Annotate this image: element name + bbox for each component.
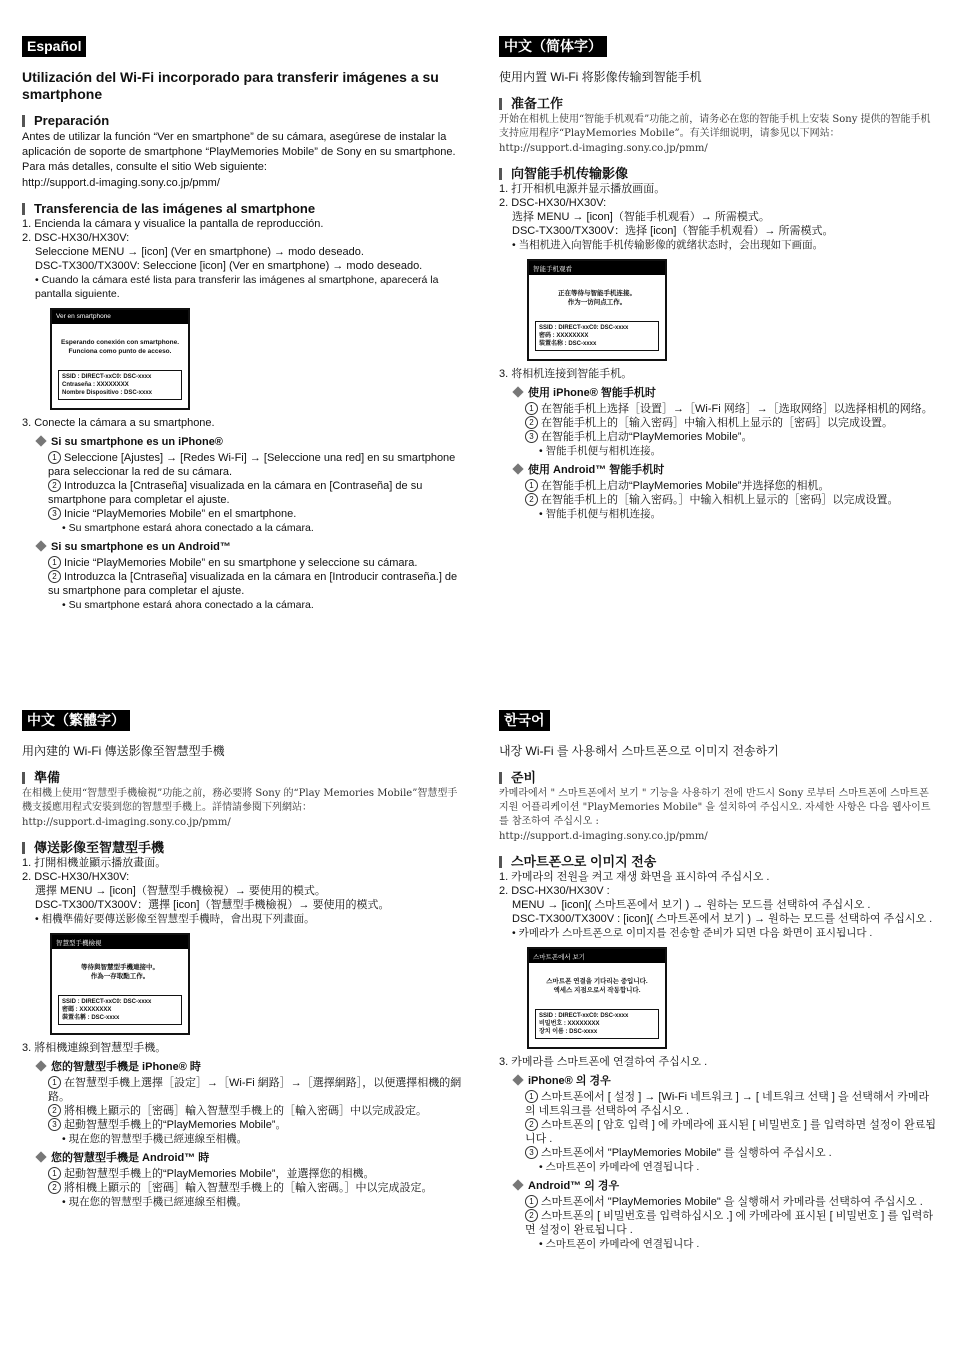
diamond-icon bbox=[35, 540, 46, 551]
heading-bar-icon bbox=[22, 772, 25, 784]
diamond-icon bbox=[512, 1179, 523, 1190]
screen-header: 智慧型手機檢視 bbox=[52, 935, 188, 949]
screen-credentials: SSID : DIRECT-xxC0: DSC-xxxx Cntraseña : XXXXXXXX Nombre Dispositivo : DSC-xxxx bbox=[58, 370, 182, 400]
iphone-note: • Su smartphone estará ahora conectado a la cámara. bbox=[62, 522, 314, 534]
circled-2-icon: 2 bbox=[48, 1104, 61, 1117]
iphone-step-2: 2 Introduzca la [Cntraseña] visualizada en la cámara en [Contraseña] de su smartphone para completar el ajuste. bbox=[48, 480, 423, 506]
step-2: 2. DSC-HX30/HX30V: bbox=[22, 871, 130, 883]
circled-1-icon: 1 bbox=[525, 479, 538, 492]
screen-header: Ver en smartphone bbox=[52, 310, 188, 324]
heading-bar-icon bbox=[499, 856, 502, 868]
diamond-icon bbox=[35, 435, 46, 446]
step-2-hx30: 選擇 MENU → [icon]（智慧型手機檢視）→ 要使用的模式。 bbox=[35, 885, 326, 897]
diamond-icon bbox=[35, 1060, 46, 1071]
circled-1-icon: 1 bbox=[48, 556, 61, 569]
step-2-tx300: DSC-TX300/TX300V: Seleccione [icon] (Ver en smartphone) → modo deseado. bbox=[35, 260, 423, 272]
circled-2-icon: 2 bbox=[48, 1181, 61, 1194]
page-title: 使用内置 Wi-Fi 将影像传输到智能手机 bbox=[499, 70, 702, 84]
circled-3-icon: 3 bbox=[48, 1118, 61, 1131]
circled-1-icon: 1 bbox=[525, 1090, 538, 1103]
camera-screen-image bbox=[527, 259, 667, 361]
step-2-tx300: DSC-TX300/TX300V：選擇 [icon]（智慧型手機檢視）→ 要使用的模式。 bbox=[35, 899, 390, 911]
circled-3-icon: 3 bbox=[48, 507, 61, 520]
section-zht bbox=[22, 710, 462, 1209]
android-step-2: 2 스마트폰의 [ 비밀번호를 입력하십시오 .] 에 카메라에 표시된 [ 비밀번호 ] 를 입력하면 설정이 완료됩니다 . bbox=[525, 1210, 933, 1236]
android-step-2: 2 將相機上顯示的［密碼］輸入智慧型手機上的［輸入密碼。］中以完成設定。 bbox=[22, 1181, 462, 1195]
iphone-step-3: 3 起動智慧型手機上的“PlayMemories Mobile”。 bbox=[22, 1118, 462, 1132]
page-title: Utilización del Wi-Fi incorporado para transferir imágenes a su smartphone bbox=[22, 69, 439, 102]
circled-2-icon: 2 bbox=[525, 1209, 538, 1222]
section-heading-transfer: Transferencia de las imágenes al smartphone bbox=[22, 201, 462, 217]
circled-1-icon: 1 bbox=[48, 451, 61, 464]
screen-header: 스마트폰에서 보기 bbox=[529, 949, 665, 963]
step-2-note: • 相機準備好要傳送影像至智慧型手機時，會出現下列畫面。 bbox=[35, 913, 315, 925]
screen-message: 正在等待与智能手机连接。 作为一访问点工作。 bbox=[558, 290, 636, 306]
screen-credentials: SSID : DIRECT-xxC0: DSC-xxxx 密碼 : XXXXXXXX 裝置名稱 : DSC-xxxx bbox=[58, 995, 182, 1025]
heading-bar-icon bbox=[22, 115, 25, 127]
android-step-1: 1 스마트폰에서 "PlayMemories Mobile" 을 실행해서 카메라를 선택하여 주십시오 . bbox=[499, 1195, 939, 1209]
android-step-1: 1 起動智慧型手機上的“PlayMemories Mobile”，並選擇您的相機。 bbox=[22, 1167, 462, 1181]
iphone-step-3: 3 在智能手机上启动“PlayMemories Mobile”。 bbox=[499, 430, 939, 444]
circled-3-icon: 3 bbox=[525, 1146, 538, 1159]
step-2-hx30: 选择 MENU → [icon]（智能手机观看）→ 所需模式。 bbox=[512, 211, 770, 223]
screen-header: 智能手机观看 bbox=[529, 261, 665, 275]
page-title: 用內建的 Wi-Fi 傳送影像至智慧型手機 bbox=[22, 744, 225, 758]
circled-1-icon: 1 bbox=[525, 1195, 538, 1208]
language-label: 한국어 bbox=[499, 710, 550, 731]
android-heading: Android™ 의 경우 bbox=[499, 1178, 939, 1195]
camera-screen-image bbox=[527, 947, 667, 1049]
diamond-icon bbox=[512, 1074, 523, 1085]
android-step-1: 1 Inicie “PlayMemories Mobile” en su smartphone y seleccione su cámara. bbox=[22, 556, 462, 570]
preparation-text: Antes de utilizar la función “Ver en smartphone” de su cámara, asegúrese de instalar la aplicación de soporte de smartphone “PlayMemories Mobile” de Sony en su smartphone. Para más detalles, consulte el sitio Web siguiente: bbox=[22, 131, 456, 173]
step-2-tx300: DSC-TX300/TX300V：选择 [icon]（智能手机观看）→ 所需模式。 bbox=[512, 225, 834, 237]
step-3: 3. 카메라를 스마트폰에 연결하여 주십시오 . bbox=[499, 1056, 708, 1068]
circled-1-icon: 1 bbox=[48, 1076, 61, 1089]
language-label: Español bbox=[22, 36, 86, 57]
step-2-note: • 当相机进入向智能手机传输影像的就绪状态时，会出现如下画面。 bbox=[512, 239, 824, 251]
step-2-hx30: Seleccione MENU → [icon] (Ver en smartphone) → modo deseado. bbox=[35, 246, 364, 258]
screen-credentials: SSID : DIRECT-xxC0: DSC-xxxx 비밀번호 : XXXXXXXX 장치 이름 : DSC-xxxx bbox=[535, 1009, 659, 1039]
preparation-text: 在相機上使用“智慧型手機檢視”功能之前，務必要將 Sony 的“Play Memories Mobile”智慧型手機支援應用程式安裝到您的智慧型手機上。詳情請參閱下列網站： bbox=[22, 788, 458, 813]
circled-2-icon: 2 bbox=[48, 570, 61, 583]
step-2-note: • 카메라가 스마트폰으로 이미지를 전송할 준비가 되면 다음 화면이 표시됩니다 . bbox=[512, 927, 873, 939]
section-zhs bbox=[499, 36, 939, 521]
screen-message: Esperando conexión con smartphone. Funciona como punto de acceso. bbox=[60, 339, 180, 355]
iphone-step-3: 3 Inicie “PlayMemories Mobile” en el smartphone. bbox=[22, 507, 462, 521]
support-url[interactable]: http://support.d-imaging.sony.co.jp/pmm/ bbox=[22, 177, 220, 189]
android-step-2: 2 Introduzca la [Cntraseña] visualizada en la cámara en [Introducir contraseña.] de su smartphone para completar el ajuste. bbox=[48, 571, 458, 597]
step-3: 3. 将相机连接到智能手机。 bbox=[499, 368, 633, 380]
iphone-heading: 使用 iPhone® 智能手机时 bbox=[499, 385, 939, 402]
heading-bar-icon bbox=[22, 842, 25, 854]
support-url[interactable]: http://support.d-imaging.sony.co.jp/pmm/ bbox=[499, 143, 708, 154]
step-1: 1. Encienda la cámara y visualice la pantalla de reproducción. bbox=[22, 218, 324, 230]
screen-message: 等待與智慧型手機連接中。 作為一存取點工作。 bbox=[81, 964, 159, 980]
android-note: • 現在您的智慧型手機已經連線至相機。 bbox=[62, 1196, 248, 1208]
step-1: 1. 카메라의 전원을 켜고 재생 화면을 표시하여 주십시오 . bbox=[499, 871, 770, 883]
iphone-heading: Si su smartphone es un iPhone® bbox=[22, 434, 462, 451]
step-2-note: • Cuando la cámara esté lista para transferir las imágenes al smartphone, aparecerá la pantalla siguiente. bbox=[35, 274, 439, 300]
support-url[interactable]: http://support.d-imaging.sony.co.jp/pmm/ bbox=[22, 817, 231, 828]
iphone-heading: 您的智慧型手機是 iPhone® 時 bbox=[22, 1059, 462, 1076]
preparation-text: 开始在相机上使用“智能手机观看”功能之前，请务必在您的智能手机上安装 Sony 提供的智能手机支持应用程序“PlayMemories Mobile”。有关详细说明，请参见以下网站： bbox=[499, 114, 931, 139]
circled-1-icon: 1 bbox=[48, 1167, 61, 1180]
android-heading: 您的智慧型手機是 Android™ 時 bbox=[22, 1150, 462, 1167]
section-heading-preparation: 준비 bbox=[499, 770, 939, 786]
circled-2-icon: 2 bbox=[48, 479, 61, 492]
iphone-step-1: 1 Seleccione [Ajustes] → [Redes Wi-Fi] → [Seleccione una red] en su smartphone para seleccionar la red de su cámara. bbox=[48, 452, 456, 478]
circled-2-icon: 2 bbox=[525, 493, 538, 506]
section-heading-transfer: 스마트폰으로 이미지 전송 bbox=[499, 854, 939, 870]
diamond-icon bbox=[512, 386, 523, 397]
step-2-hx30: MENU → [icon]( 스마트폰에서 보기 ) → 원하는 모드를 선택하여 주십시오 . bbox=[512, 899, 871, 911]
step-1: 1. 打開相機並顯示播放畫面。 bbox=[22, 857, 167, 869]
section-es bbox=[22, 36, 462, 612]
android-heading: 使用 Android™ 智能手机时 bbox=[499, 462, 939, 479]
camera-screen-image bbox=[50, 933, 190, 1035]
step-2-tx300: DSC-TX300/TX300V : [icon]( 스마트폰에서 보기 ) → 원하는 모드를 선택하여 주십시오 . bbox=[512, 913, 933, 925]
heading-bar-icon bbox=[499, 168, 502, 180]
section-heading-preparation: 準備 bbox=[22, 770, 462, 786]
iphone-step-3: 3 스마트폰에서 "PlayMemories Mobile" 를 실행하여 주십시오 . bbox=[499, 1146, 939, 1160]
iphone-step-1: 1 在智慧型手機上選擇［設定］→［Wi-Fi 網路］→［選擇網路］，以便選擇相機的網路。 bbox=[48, 1077, 462, 1103]
android-note: • Su smartphone estará ahora conectado a la cámara. bbox=[62, 599, 314, 611]
screen-credentials: SSID : DIRECT-xxC0: DSC-xxxx 密码 : XXXXXXXX 装置名称 : DSC-xxxx bbox=[535, 321, 659, 351]
step-2: 2. DSC-HX30/HX30V: bbox=[499, 197, 607, 209]
android-step-1: 1 在智能手机上启动“PlayMemories Mobile”并选择您的相机。 bbox=[499, 479, 939, 493]
page-title: 내장 Wi-Fi 를 사용해서 스마트폰으로 이미지 전송하기 bbox=[499, 744, 779, 758]
step-3: 3. Conecte la cámara a su smartphone. bbox=[22, 417, 215, 429]
iphone-step-1: 1 스마트폰에서 [ 설정 ] → [Wi-Fi 네트워크 ] → [ 네트워크 선택 ] 을 선택해서 카메라의 네트워크를 선택하여 주십시오 . bbox=[525, 1091, 930, 1117]
section-heading-transfer: 向智能手机传输影像 bbox=[499, 166, 939, 182]
support-url[interactable]: http://support.d-imaging.sony.co.jp/pmm/ bbox=[499, 831, 708, 842]
iphone-note: • 智能手机便与相机连接。 bbox=[539, 445, 662, 457]
iphone-step-2: 2 在智能手机上的［输入密码］中输入相机上显示的［密码］以完成设置。 bbox=[499, 416, 939, 430]
preparation-text: 카메라에서 " 스마트폰에서 보기 " 기능을 사용하기 전에 반드시 Sony 로부터 스마트폰에 스마트폰 지원 어플리케이션 "PlayMemories Mobile" 을 설치하여 주십시오. 자세한 사항은 다음 웹사이트를 참조하여 주십시오 : bbox=[499, 788, 931, 827]
android-step-2: 2 在智能手机上的［输入密码。］中输入相机上显示的［密码］以完成设置。 bbox=[499, 493, 939, 507]
circled-2-icon: 2 bbox=[525, 1118, 538, 1131]
language-label: 中文（繁體字） bbox=[22, 710, 130, 731]
screen-message: 스마트폰 연결을 기다리는 중입니다. 액세스 지점으로서 작동합니다. bbox=[546, 978, 648, 994]
section-heading-preparation: Preparación bbox=[22, 113, 462, 129]
circled-3-icon: 3 bbox=[525, 430, 538, 443]
iphone-note: • 現在您的智慧型手機已經連線至相機。 bbox=[62, 1133, 248, 1145]
section-heading-preparation: 准备工作 bbox=[499, 96, 939, 112]
circled-1-icon: 1 bbox=[525, 402, 538, 415]
iphone-step-2: 2 스마트폰의 [ 암호 입력 ] 에 카메라에 표시된 [ 비밀번호 ] 를 입력하면 설정이 완료됩니다 . bbox=[525, 1119, 937, 1145]
step-3: 3. 將相機連線到智慧型手機。 bbox=[22, 1042, 167, 1054]
language-label: 中文（简体字） bbox=[499, 36, 607, 57]
heading-bar-icon bbox=[499, 98, 502, 110]
android-heading: Si su smartphone es un Android™ bbox=[22, 539, 462, 556]
android-note: • 智能手机便与相机连接。 bbox=[539, 508, 662, 520]
section-ko bbox=[499, 710, 939, 1251]
step-2: 2. DSC-HX30/HX30V: bbox=[22, 232, 130, 244]
iphone-step-1: 1 在智能手机上选择［设置］→［Wi-Fi 网络］→［选取网络］以选择相机的网络。 bbox=[499, 402, 939, 416]
step-2: 2. DSC-HX30/HX30V : bbox=[499, 885, 610, 897]
camera-screen-image bbox=[50, 308, 190, 410]
heading-bar-icon bbox=[22, 203, 25, 215]
iphone-heading: iPhone® 의 경우 bbox=[499, 1073, 939, 1090]
diamond-icon bbox=[512, 463, 523, 474]
section-heading-transfer: 傳送影像至智慧型手機 bbox=[22, 840, 462, 856]
diamond-icon bbox=[35, 1151, 46, 1162]
step-1: 1. 打开相机电源并显示播放画面。 bbox=[499, 183, 666, 195]
iphone-step-2: 2 將相機上顯示的［密碼］輸入智慧型手機上的［輸入密碼］中以完成設定。 bbox=[22, 1104, 462, 1118]
heading-bar-icon bbox=[499, 772, 502, 784]
android-note: • 스마트폰이 카메라에 연결됩니다 . bbox=[539, 1238, 700, 1250]
circled-2-icon: 2 bbox=[525, 416, 538, 429]
iphone-note: • 스마트폰이 카메라에 연결됩니다 . bbox=[539, 1161, 700, 1173]
